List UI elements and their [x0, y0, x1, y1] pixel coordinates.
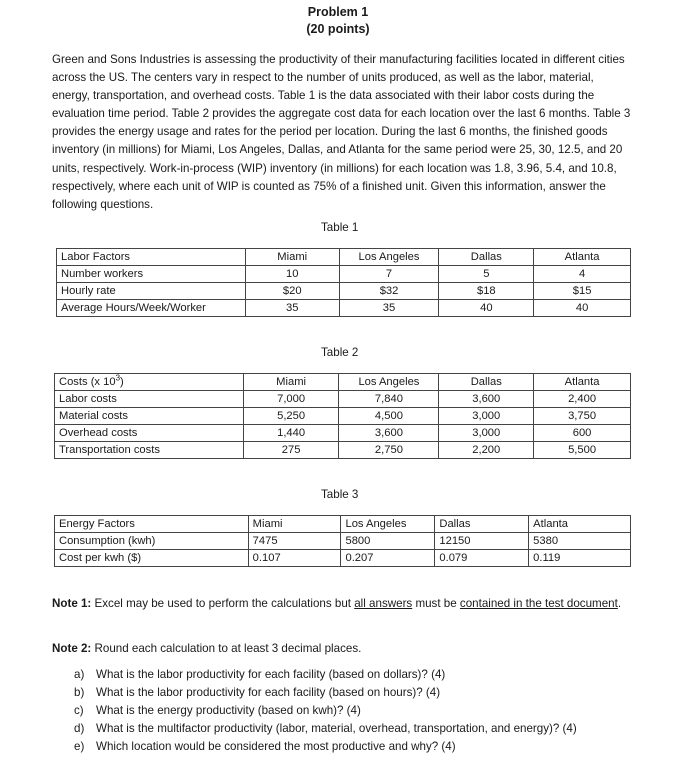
note-1-underline-test-document: contained in the test document: [459, 597, 618, 610]
row-label: Transportation costs: [55, 442, 244, 459]
table-cell: $20: [245, 283, 339, 300]
table-row: [55, 442, 631, 459]
table-cell: 2,400: [534, 391, 631, 408]
table-cell: 3,000: [439, 408, 534, 425]
table-cell: 5380: [529, 533, 631, 550]
note-1-underline-all-answers: all answers: [354, 597, 413, 610]
table-cell: 3,000: [439, 425, 534, 442]
table-cell: 0.107: [248, 550, 341, 567]
table1-labor-factors: [56, 248, 631, 317]
costs-header-close: ): [120, 376, 124, 388]
header-cell: Los Angeles: [341, 516, 435, 533]
table-row: [55, 408, 631, 425]
header-cell: Dallas: [439, 249, 534, 266]
row-label: Material costs: [55, 408, 244, 425]
header-cell: Miami: [245, 249, 339, 266]
table-header-row: [57, 249, 631, 266]
table-cell: 600: [534, 425, 631, 442]
table-cell: 3,750: [534, 408, 631, 425]
table-cell: 0.207: [341, 550, 435, 567]
note-1-text-b: must be: [412, 597, 460, 610]
question-letter: e): [74, 740, 85, 753]
header-cell: Atlanta: [534, 249, 631, 266]
row-label: Overhead costs: [55, 425, 244, 442]
header-cell: [55, 374, 244, 391]
list-item: [74, 738, 577, 756]
table-cell: $15: [534, 283, 631, 300]
question-text: What is the multifactor productivity (labor, material, overhead, transportation, and energy)? (4): [96, 722, 577, 735]
header-cell: Energy Factors: [55, 516, 249, 533]
table-cell: 35: [339, 300, 439, 317]
table2-caption: Table 2: [321, 346, 359, 359]
costs-header-base: Costs (x 10: [59, 376, 116, 388]
question-text: What is the labor productivity for each facility (based on hours)? (4): [96, 686, 441, 699]
header-cell: Dallas: [435, 516, 529, 533]
intro-paragraph: Green and Sons Industries is assessing the productivity of their manufacturing facilities located in different cities across the US. The centers vary in respect to the number of units produced, as well as the labor, material, energy, transportation, and overhead costs. Table 1 is the data associated with their labor costs during the evaluation time period. Table 2 provides the aggregate cost data for each location over the last 6 months. Table 3 provides the energy usage and rates for the period per location. During the last 6 months, the finished goods inventory (in millions) for Miami, Los Angeles, Dallas, and Atlanta for the same period were 25, 30, 12.5, and 20 units, respectively. Work-in-process (WIP) inventory (in millions) for each location was 1.8, 3.96, 5.4, and 10.8, respectively, where each unit of WIP is counted as 75% of a finished unit. Given this information, answer the following questions.: [52, 53, 631, 211]
header-cell: Miami: [248, 516, 341, 533]
row-label: Cost per kwh ($): [55, 550, 249, 567]
question-text: Which location would be considered the most productive and why? (4): [96, 740, 456, 753]
list-item: [74, 702, 577, 720]
table-row: [55, 533, 631, 550]
table-cell: 5800: [341, 533, 435, 550]
list-item: [74, 684, 577, 702]
header-cell: Atlanta: [534, 374, 631, 391]
costs-header-exponent: 3: [115, 373, 121, 383]
table-cell: 2,200: [439, 442, 534, 459]
table3-energy-factors: [54, 515, 631, 567]
question-text: What is the labor productivity for each facility (based on dollars)? (4): [96, 668, 446, 681]
row-label: Consumption (kwh): [55, 533, 249, 550]
table2-costs: [54, 373, 631, 459]
table1-caption: Table 1: [321, 221, 359, 234]
row-label: Number workers: [57, 266, 246, 283]
note-1-text-a: Excel may be used to perform the calculations but: [91, 597, 355, 610]
table-row: [55, 391, 631, 408]
row-label: Labor costs: [55, 391, 244, 408]
table-cell: 4: [534, 266, 631, 283]
table-cell: 7,840: [339, 391, 439, 408]
table-cell: 275: [243, 442, 339, 459]
table-cell: 35: [245, 300, 339, 317]
table-row: [55, 550, 631, 567]
table-cell: 0.079: [435, 550, 529, 567]
note-2-label: Note 2:: [52, 642, 92, 655]
note-2: [52, 640, 634, 657]
header-cell: Los Angeles: [339, 374, 439, 391]
table-cell: $32: [339, 283, 439, 300]
table-cell: 1,440: [243, 425, 339, 442]
table-cell: 40: [439, 300, 534, 317]
table-cell: 5,250: [243, 408, 339, 425]
note-1-label: Note 1:: [52, 597, 92, 610]
header-cell: Los Angeles: [339, 249, 439, 266]
table-cell: 7475: [248, 533, 341, 550]
table-cell: $18: [439, 283, 534, 300]
table-cell: 2,750: [339, 442, 439, 459]
table-cell: 7: [339, 266, 439, 283]
header-cell: Atlanta: [529, 516, 631, 533]
header-cell: Labor Factors: [57, 249, 246, 266]
table-cell: 3,600: [439, 391, 534, 408]
table-cell: 3,600: [339, 425, 439, 442]
table-header-row: [55, 374, 631, 391]
problem-points: (20 points): [306, 22, 370, 36]
table-row: [57, 300, 631, 317]
header-cell: Dallas: [439, 374, 534, 391]
table-cell: 4,500: [339, 408, 439, 425]
row-label: Average Hours/Week/Worker: [57, 300, 246, 317]
question-text: What is the energy productivity (based on kwh)? (4): [96, 704, 361, 717]
header-cell: Miami: [243, 374, 339, 391]
note-1: [52, 595, 634, 612]
list-item: [74, 720, 577, 738]
table-header-row: [55, 516, 631, 533]
note-1-text-c: .: [617, 597, 622, 610]
table-cell: 12150: [435, 533, 529, 550]
table-cell: 5,500: [534, 442, 631, 459]
table-row: [55, 425, 631, 442]
table-row: [57, 283, 631, 300]
table-cell: 40: [534, 300, 631, 317]
table-cell: 7,000: [243, 391, 339, 408]
table-row: [57, 266, 631, 283]
table-cell: 5: [439, 266, 534, 283]
list-item: [74, 666, 577, 684]
table-cell: 10: [245, 266, 339, 283]
question-letter: d): [74, 722, 85, 735]
problem-title: Problem 1: [307, 5, 369, 19]
question-list: [74, 666, 577, 756]
question-letter: b): [74, 686, 85, 699]
table-cell: 0.119: [529, 550, 631, 567]
row-label: Hourly rate: [57, 283, 246, 300]
table3-caption: Table 3: [321, 488, 359, 501]
question-letter: a): [74, 668, 85, 681]
question-letter: c): [74, 704, 84, 717]
note-2-text: Round each calculation to at least 3 decimal places.: [91, 642, 362, 655]
